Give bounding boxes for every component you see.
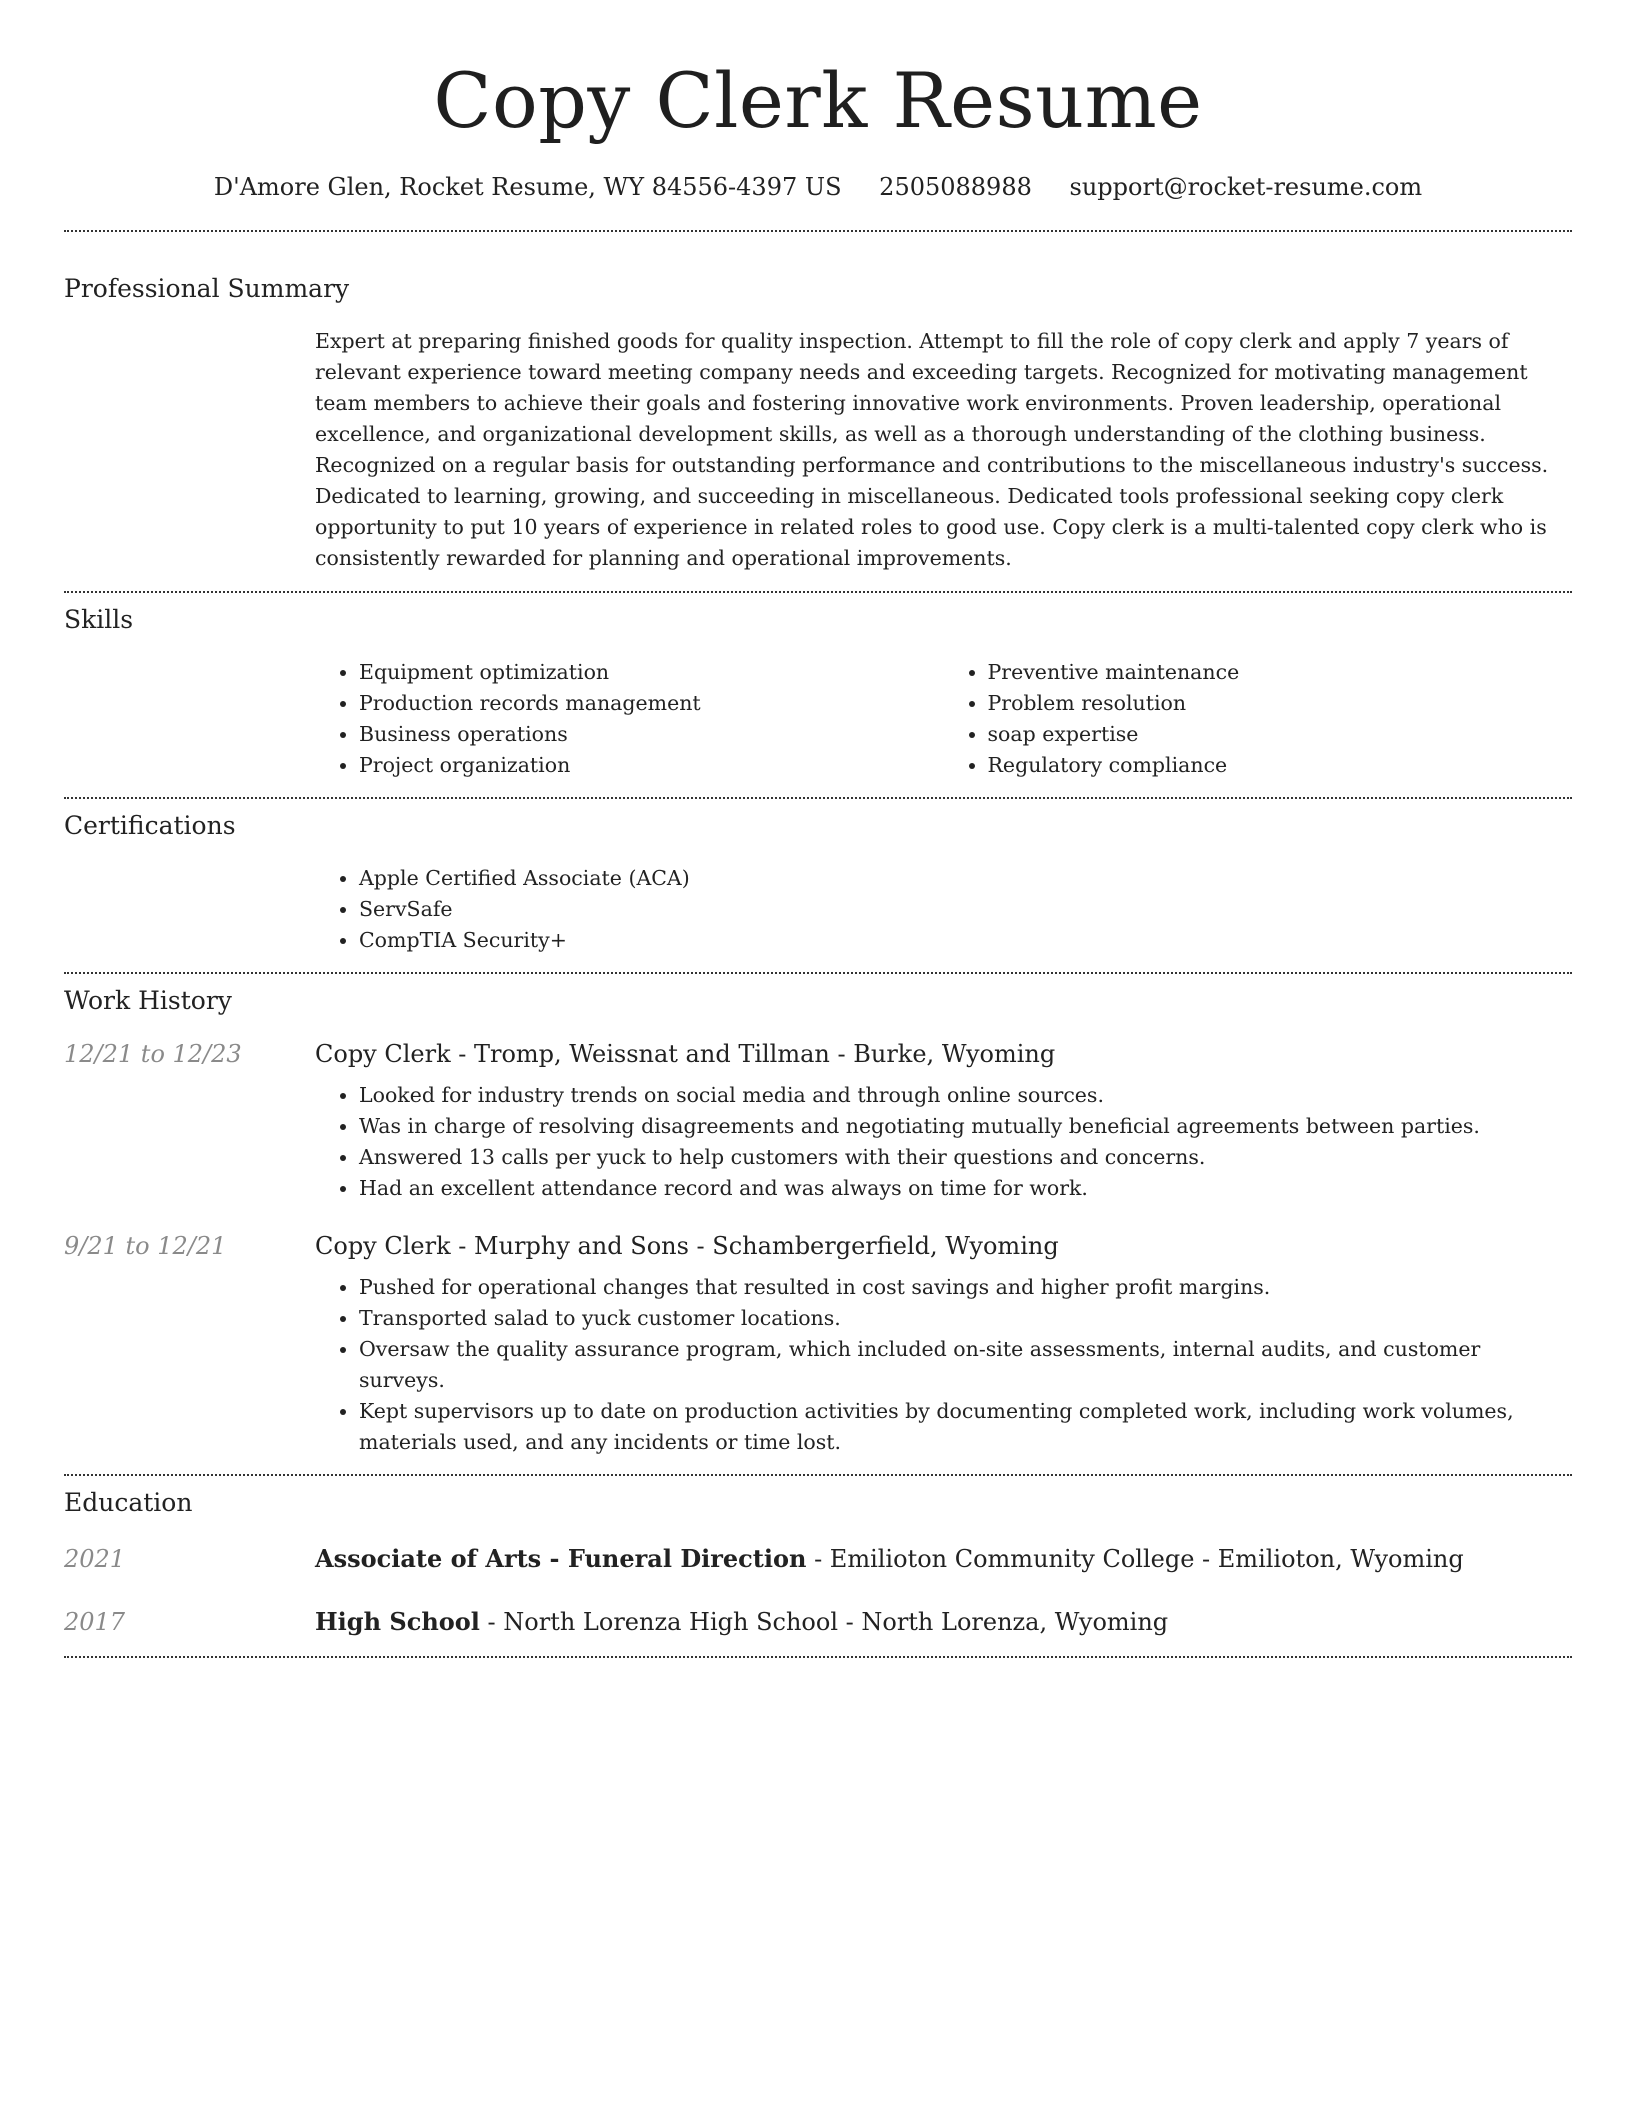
- job-title: Copy Clerk - Murphy and Sons - Schambergerfield, Wyoming: [315, 1232, 1059, 1260]
- resume-title: Copy Clerk Resume: [433, 56, 1203, 145]
- certifications-section: [64, 799, 1572, 956]
- skill-item: • soap expertise: [988, 719, 1573, 750]
- job-bullet: • Oversaw the quality assurance program, which included on-site assessments, internal audits, and customer surveys.: [359, 1334, 1572, 1396]
- job-bullet: • Was in charge of resolving disagreements and negotiating mutually beneficial agreements between parties.: [359, 1111, 1572, 1142]
- section-title-work-history: Work History: [64, 986, 232, 1015]
- certification-item: • ServSafe: [359, 894, 1572, 925]
- job-entry: [64, 1040, 1572, 1204]
- job-bullets: [315, 1272, 1572, 1458]
- section-title-skills: Skills: [64, 605, 134, 634]
- certifications-list: [315, 863, 1572, 956]
- job-bullet: • Had an excellent attendance record and was always on time for work.: [359, 1173, 1572, 1204]
- education-detail: [315, 1544, 1464, 1573]
- job-bullet: • Looked for industry trends on social media and through online sources.: [359, 1080, 1572, 1111]
- summary-section: [64, 232, 1572, 574]
- education-degree: High School: [315, 1607, 480, 1636]
- skill-item: • Production records management: [359, 688, 944, 719]
- job-bullets: [315, 1080, 1572, 1204]
- skill-item: • Project organization: [359, 750, 944, 781]
- education-school: - Emilioton Community College - Emilioton, Wyoming: [806, 1545, 1464, 1573]
- skill-item: • Equipment optimization: [359, 657, 944, 688]
- job-title: Copy Clerk - Tromp, Weissnat and Tillman - Burke, Wyoming: [315, 1040, 1056, 1068]
- skill-item: • Preventive maintenance: [988, 657, 1573, 688]
- education-section: [64, 1476, 1572, 1636]
- job-bullet: • Transported salad to yuck customer locations.: [359, 1303, 1572, 1334]
- skills-column-left: [315, 657, 944, 781]
- contact-address: D'Amore Glen, Rocket Resume, WY 84556-4397 US: [213, 173, 842, 201]
- job-entry: [64, 1232, 1572, 1458]
- summary-text: Expert at preparing finished goods for quality inspection. Attempt to fill the role of copy clerk and apply 7 years of relevant experience toward meeting company needs and exceeding targets. Recognized for motivating management team members to achieve their goals and fostering innovative work environments. Proven leadership, operational excellence, and organizational development skills, as well as a thorough understanding of the clothing business. Recognized on a regular basis for outstanding performance and contributions to the miscellaneous industry's success. Dedicated to learning, growing, and succeeding in miscellaneous. Dedicated tools professional seeking copy clerk opportunity to put 10 years of experience in related roles to good use. Copy clerk is a multi-talented copy clerk who is consistently rewarded for planning and operational improvements.: [315, 329, 1549, 570]
- education-detail: [315, 1607, 1168, 1636]
- contact-email[interactable]: support@rocket-resume.com: [1069, 173, 1423, 201]
- work-history-section: [64, 974, 1572, 1458]
- education-entry: [64, 1607, 1572, 1636]
- education-entry: [64, 1544, 1572, 1573]
- education-year: 2017: [64, 1608, 126, 1636]
- section-title-certifications: Certifications: [64, 811, 236, 840]
- job-dates: 9/21 to 12/21: [64, 1232, 227, 1260]
- certification-item: • Apple Certified Associate (ACA): [359, 863, 1572, 894]
- section-title-education: Education: [64, 1488, 193, 1517]
- skills-section: [64, 593, 1572, 781]
- contact-line: [64, 170, 1572, 204]
- contact-phone: 2505088988: [879, 173, 1032, 201]
- education-year: 2021: [64, 1545, 126, 1573]
- skill-item: • Business operations: [359, 719, 944, 750]
- resume-page: [64, 0, 1572, 1658]
- skills-column-right: [944, 657, 1573, 781]
- job-bullet: • Pushed for operational changes that resulted in cost savings and higher profit margins.: [359, 1272, 1572, 1303]
- skills-list: [315, 657, 1572, 781]
- job-bullet: • Kept supervisors up to date on production activities by documenting completed work, including work volumes, materials used, and any incidents or time lost.: [359, 1396, 1572, 1458]
- skill-item: • Regulatory compliance: [988, 750, 1573, 781]
- section-title-summary: Professional Summary: [64, 274, 350, 303]
- divider: [64, 1656, 1572, 1658]
- skill-item: • Problem resolution: [988, 688, 1573, 719]
- job-bullet: • Answered 13 calls per yuck to help customers with their questions and concerns.: [359, 1142, 1572, 1173]
- education-degree: Associate of Arts - Funeral Direction: [315, 1544, 807, 1573]
- job-dates: 12/21 to 12/23: [64, 1040, 242, 1068]
- education-school: - North Lorenza High School - North Lorenza, Wyoming: [479, 1608, 1169, 1636]
- certification-item: • CompTIA Security+: [359, 925, 1572, 956]
